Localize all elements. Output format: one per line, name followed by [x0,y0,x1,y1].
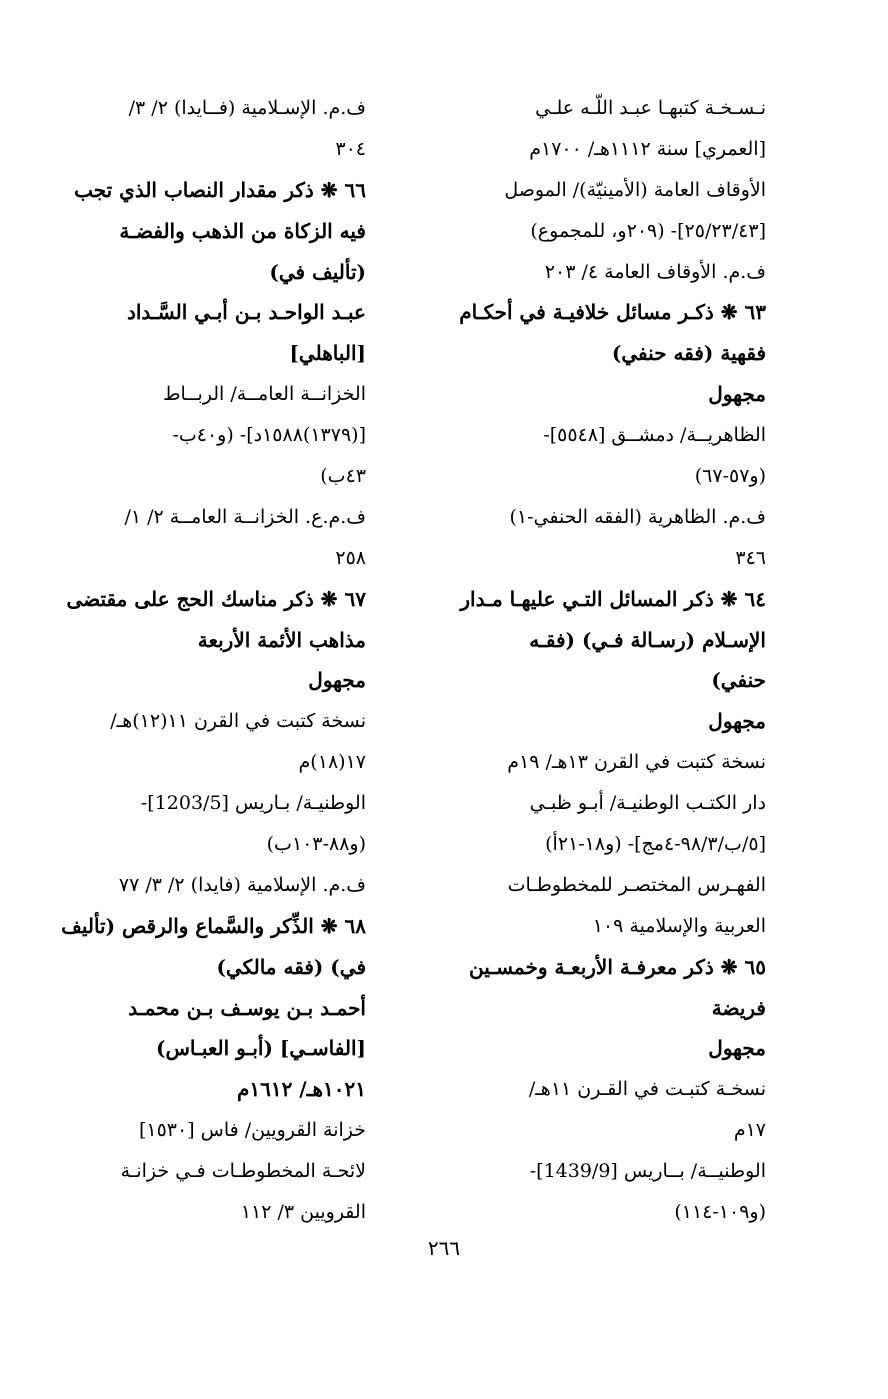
entry-heading-line: الإسـلام (رسـالة فـي) (فقـه [529,627,766,652]
entry-text-line: ف.م. الظاهرية (الفقه الحنفي-١) [509,505,766,528]
entry-text-line: (و١٠٩-١١٤) [674,1201,766,1224]
entry-heading-line: ٦٦ ❋ ذكر مقدار النصاب الذي تجب [74,177,366,202]
entry-heading-line: ١٠٢١هـ/ ١٦١٢م [236,1077,366,1102]
entry-text-line: نسخـة كتبـت في القـرن ١١هـ/ [528,1078,766,1101]
entry-heading-line: (تأليف في) [269,259,366,284]
entry-text-line: (و٨٨-١٠٣ب) [266,833,366,856]
entry-text-line: الظاهريــة/ دمشــق [٥٥٤٨]- [543,424,766,447]
entry-text-line: الأوقاف العامة (الأمينيّة)/ الموصل [504,178,766,201]
entry-heading-line: ٦٥ ❋ ذكر معرفـة الأربعـة وخمسـين [468,954,766,979]
entry-text-line: ٣٠٤ [335,137,366,160]
entry-text-line: الوطنيـة/ بـاريس [1203/5]- [140,792,366,815]
right-column [433,88,766,1233]
entry-heading-line: حنفي) [711,668,766,693]
entry-text-line: الوطنيــة/ بــاريس [1439/9]- [529,1160,766,1183]
entry-heading-line: [الفاسـي] (أبـو العبـاس) [156,1036,366,1061]
entry-text-line: لائحـة المخطوطـات فـي خزانـة [120,1160,366,1183]
entry-text-line: نسخة كتبت في القرن ١٣هـ/ ١٩م [507,751,766,774]
entry-text-line: الخزانــة العامــة/ الربــاط [162,383,366,406]
entry-heading-line: ٦٤ ❋ ذكر المسائل التـي عليهـا مـدار [460,586,766,611]
entry-text-line: [٢٥/٢٣/٤٣]- (٢٠٩و، للمجموع) [530,219,766,242]
entry-text-line: خزانة القرويين/ فاس [١٥٣٠] [138,1119,366,1142]
entry-heading-line: في) (فقه مالكي) [216,954,366,979]
entry-heading-line: ٦٧ ❋ ذكر مناسك الحج على مقتضى [66,586,366,611]
entry-heading-line: ٦٨ ❋ الذِّكر والسَّماع والرقص (تأليف [61,913,366,938]
entry-heading-line: فقهية (فقه حنفي) [611,341,766,366]
entry-text-line: ف.م. الأوقاف العامة ٤/ ٢٠٣ [544,260,766,283]
entry-heading-line: فيه الزكاة من الذهب والفضـة [119,218,366,243]
entry-text-line: ١٧(١٨)م [298,751,366,774]
entry-heading-line: فريضة [711,995,766,1020]
entry-heading-line: مجهول [708,1036,766,1061]
entry-text-line: ف.م. الإسـلامية (فــايدا) ٢/ ٣/ [128,97,366,119]
entry-text-line: [(١٣٧٩)١٥٨٨د]- (و٤٠ب- [172,424,366,447]
entry-text-line: ٤٣ب) [320,465,366,488]
entry-heading-line: ٦٣ ❋ ذكـر مسائل خلافيـة في أحكـام [459,300,766,325]
entry-text-line: نسخة كتبت في القرن ١١(١٢)هـ/ [110,710,366,733]
entry-heading-line: أحمـد بـن يوسـف بـن محمـد [128,995,366,1020]
entry-heading-line: مجهول [308,668,366,693]
left-column [48,88,366,1233]
entry-heading-line: مذاهب الأئمة الأربعة [197,627,366,652]
entry-text-line: ف.م.ع. الخزانــة العامــة ٢/ ١/ [124,505,366,528]
entry-text-line: [العمري] سنة ١١١٢هـ/ ١٧٠٠م [529,137,766,160]
entry-text-line: (و٥٧-٦٧) [694,465,766,488]
entry-heading-line: مجهول [708,709,766,734]
page-number: ٢٦٦ [427,1236,461,1260]
entry-text-line: ١٧م [733,1119,766,1142]
entry-text-line: [٥/ب/٩٨/٣-٤مج]- (و١٨-٢١أ) [545,833,766,856]
entry-heading-line: مجهول [708,382,766,407]
entry-text-line: الفهـرس المختصـر للمخطوطـات [507,873,766,896]
entry-text-line: العربية والإسلامية ١٠٩ [592,914,766,937]
entry-text-line: ف.م. الإسلامية (فايدا) ٢/ ٣/ ٧٧ [118,873,366,896]
entry-text-line: دار الكتـب الوطنيـة/ أبـو ظبـي [529,792,766,815]
entry-text-line: ٢٥٨ [335,546,366,569]
entry-text-line: نـسـخـة كتبهـا عبـد اللّـه علـي [535,97,766,119]
entry-heading-line: عبـد الواحـد بـن أبـي السَّـداد [126,300,366,325]
entry-text-line: ٣٤٦ [735,546,766,569]
entry-text-line: القرويين ٣/ ١١٢ [240,1201,366,1224]
entry-heading-line: [الباهلي] [289,341,366,366]
